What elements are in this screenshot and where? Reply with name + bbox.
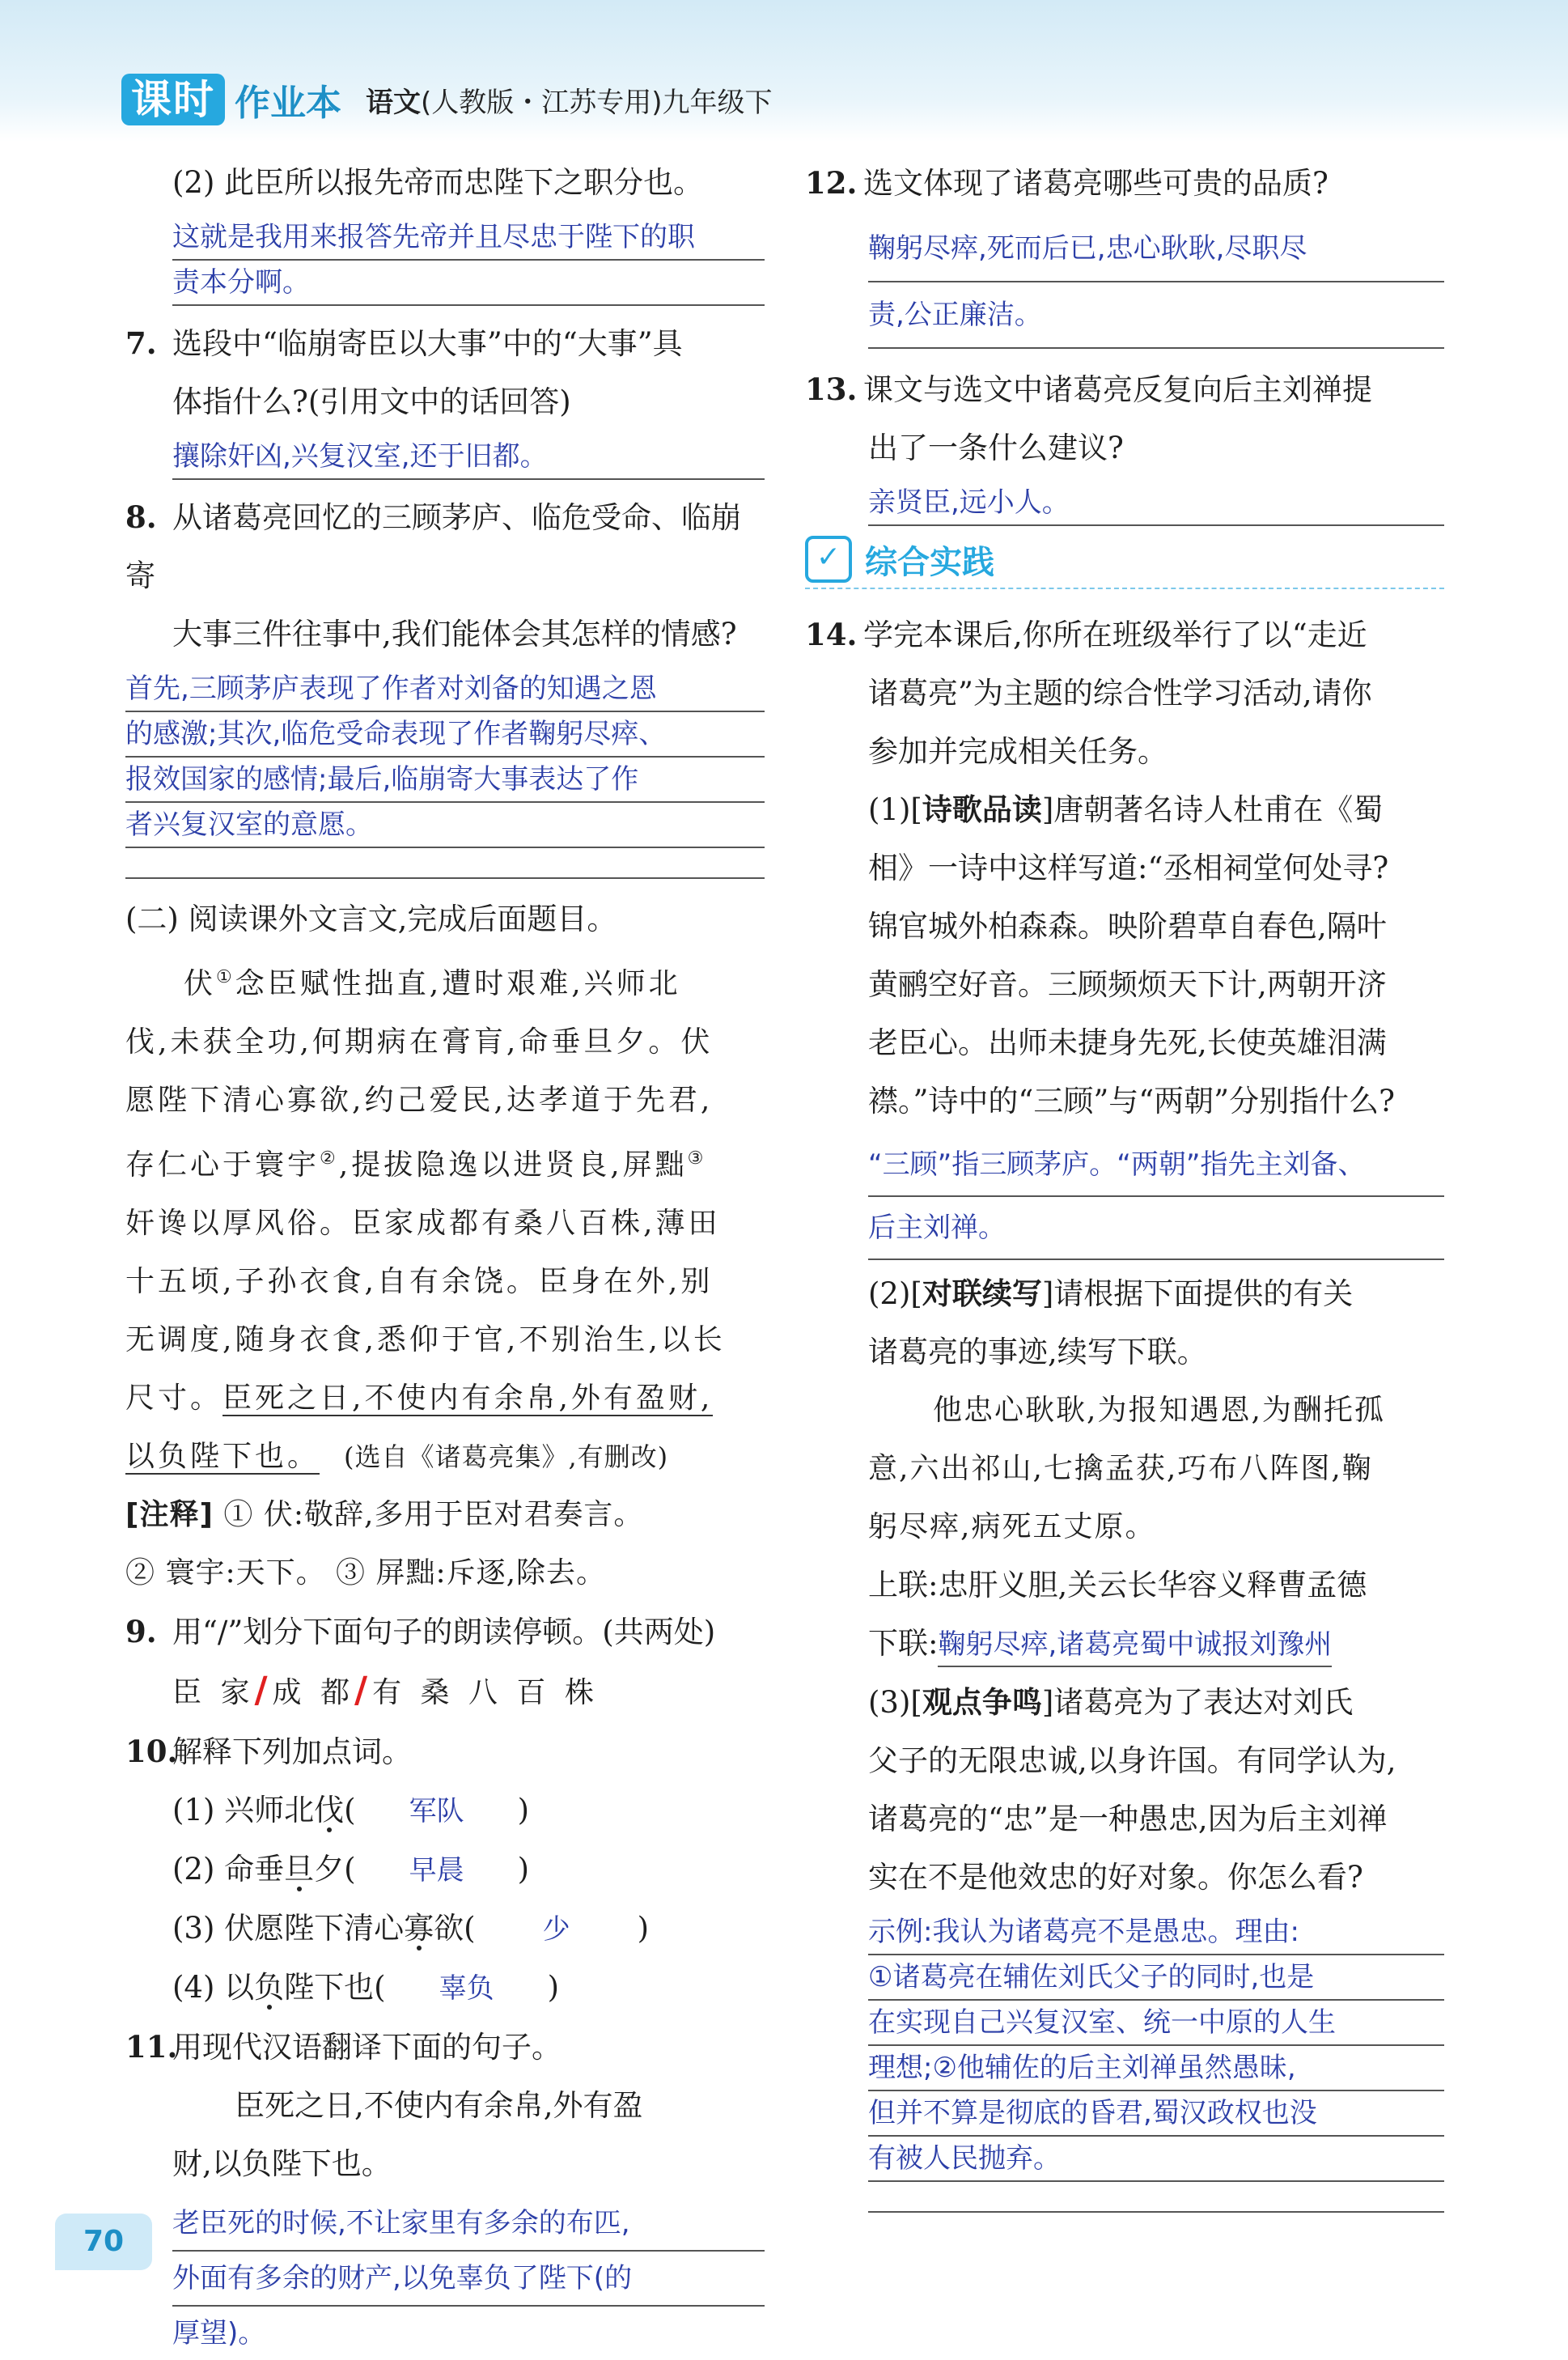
p3-answer: 示例:我认为诸葛亮不是愚忠。理由: ①诸葛亮在辅佐刘氏父子的同时,也是 在实现自己兴复汉室、统一中原的人生 理想;②他辅佐的后主刘禅虽然愚昧, 但并不算是彻底的昏君,蜀汉政权也没 有被人民抛弃。	[868, 1910, 1444, 2182]
classic-text-line: 奸谗以厚风俗。臣家成都有桑八百株,薄田	[125, 1207, 721, 1240]
pause-mark: /	[254, 1670, 273, 1711]
p3-text-2: 父子的无限忠诚,以身许国。有同学认为,	[868, 1743, 1396, 1778]
p1-text-4: 黄鹂空好音。三顾频烦天下计,两朝开济	[868, 967, 1387, 1002]
q7-answer: 攘除奸凶,兴复汉室,还于旧都。	[172, 435, 765, 480]
classic-text-line: 愿陛下清心寡欲,约己爱民,达孝道于先君,	[125, 1084, 714, 1117]
brand-name: 作业本	[235, 83, 341, 124]
p2-story: 他忠心耿耿,为报知遇恩,为酬托孤	[933, 1394, 1385, 1427]
q13-text-2: 出了一条什么建议?	[868, 431, 1124, 465]
q12-answer: 鞠躬尽瘁,死而后已,忠心耿耿,尽职尽 责,公正廉洁。	[868, 216, 1444, 349]
q12-text: 12. 选文体现了诸葛亮哪些可贵的品质?	[805, 165, 1329, 201]
brand	[121, 71, 773, 128]
p1-text-5: 老臣心。出师未捷身先死,长使英雄泪满	[868, 1025, 1387, 1060]
page-header	[0, 0, 1568, 142]
subject-label: 语文(人教版・江苏专用)九年级下	[366, 86, 773, 119]
p3-text-4: 实在不是他效忠的好对象。你怎么看?	[868, 1860, 1363, 1895]
q6-2-text: (2) 此臣所以报先帝而忠陛下之职分也。	[172, 165, 704, 200]
answer-line	[125, 853, 765, 879]
left-column	[125, 154, 765, 2360]
q11-text: 11.用现代汉语翻译下面的句子。	[125, 2029, 562, 2065]
q7-text-2: 体指什么?(引用文中的话回答)	[172, 384, 571, 419]
q8-text: 8. 从诸葛亮回忆的三顾茅庐、临危受命、临崩寄	[125, 499, 741, 593]
classic-text-line: 尺寸。臣死之日,不使内有余帛,外有盈财,	[125, 1382, 714, 1415]
p3-text-3: 诸葛亮的“忠”是一种愚忠,因为后主刘禅	[868, 1802, 1388, 1836]
q8-answer: 首先,三顾茅庐表现了作者对刘备的知遇之恩 的感激;其次,临危受命表现了作者鞠躬尽瘁、 报效国家的感情;最后,临崩寄大事表达了作 者兴复汉室的意愿。	[125, 667, 765, 848]
q9-text: 9. 用“/”划分下面句子的朗读停顿。(共两处)	[125, 1614, 716, 1649]
p2-text: (2)[对联续写]请根据下面提供的有关	[868, 1276, 1354, 1311]
p2-story-3: 躬尽瘁,病死五丈原。	[868, 1510, 1156, 1543]
section-header	[805, 531, 1444, 589]
q10-item-4: (4) 以负陛下也( 辜负 )	[172, 1970, 560, 2005]
p1-text-3: 锦官城外柏森森。映阶碧草自春色,隔叶	[868, 909, 1387, 944]
right-column	[805, 154, 1444, 2224]
q14-text-3: 参加并完成相关任务。	[868, 734, 1168, 769]
page-number: 70	[55, 2214, 152, 2270]
q10-text: 10.解释下列加点词。	[125, 1734, 412, 1769]
q10-item-3: (3) 伏愿陛下清心寡欲( 少 )	[172, 1911, 650, 1946]
q14-text-2: 诸葛亮”为主题的综合性学习活动,请你	[868, 676, 1372, 711]
classic-text-line: 十五顷,子孙衣食,自有余饶。臣身在外,别	[125, 1265, 714, 1298]
p1-answer: “三顾”指三顾茅庐。“两朝”指先主刘备、 后主刘禅。	[868, 1134, 1444, 1260]
notes: [注释] ① 伏:敬辞,多用于臣对君奏言。	[125, 1498, 644, 1531]
q11-answer: 老臣死的时候,不让家里有多余的布匹, 外面有多余的财产,以免辜负了陛下(的 厚望)。	[172, 2197, 765, 2360]
p3-text: (3)[观点争鸣]诸葛亮为了表达对刘氏	[868, 1685, 1354, 1720]
lower-couplet: 下联:鞠躬尽瘁,诸葛亮蜀中诚报刘豫州	[805, 1615, 1444, 1674]
part2-title: (二) 阅读课外文言文,完成后面题目。	[125, 902, 617, 936]
q7-text: 7. 选段中“临崩寄臣以大事”中的“大事”具	[125, 325, 683, 361]
brand-logo: 课时	[121, 74, 225, 125]
p2-story-2: 意,六出祁山,七擒孟获,巧布八阵图,鞠	[868, 1452, 1373, 1485]
check-icon: ✓	[805, 536, 852, 583]
notes-2: ② 寰宇:天下。 ③ 屏黜:斥逐,除去。	[125, 1556, 607, 1590]
q13-text: 13. 课文与选文中诸葛亮反复向后主刘禅提	[805, 371, 1372, 407]
classic-text-line: 存仁心于寰宇②,提拔隐逸以进贤良,屏黜③	[125, 1148, 707, 1182]
q11-sentence-2: 财,以负陛下也。	[172, 2146, 392, 2181]
classic-text-line: 以负陛下也。 (选自《诸葛亮集》,有删改)	[125, 1440, 669, 1473]
classic-text-line: 无调度,随身衣食,悉仰于官,不别治生,以长	[125, 1323, 726, 1356]
q13-answer: 亲贤臣,远小人。	[868, 481, 1444, 526]
q10-item-2: (2) 命垂旦夕( 早晨 )	[172, 1852, 530, 1887]
answer-line	[868, 2187, 1444, 2213]
pause-mark: /	[354, 1670, 373, 1711]
p1-text-6: 襟。”诗中的“三顾”与“两朝”分别指什么?	[868, 1084, 1395, 1118]
q6-2-answer: 这就是我用来报答先帝并且尽忠于陛下的职 责本分啊。	[172, 215, 765, 306]
p1-text-2: 相》一诗中这样写道:“丞相祠堂何处寻?	[868, 851, 1389, 885]
q14-text: 14. 学完本课后,你所在班级举行了以“走近	[805, 617, 1367, 652]
q9-sentence: 臣 家/成 都/有 桑 八 百 株	[172, 1670, 599, 1711]
p2-text-2: 诸葛亮的事迹,续写下联。	[868, 1335, 1207, 1369]
p1-text: (1)[诗歌品读]唐朝著名诗人杜甫在《蜀	[868, 792, 1384, 827]
q8-text-2: 大事三件往事中,我们能体会其怎样的情感?	[172, 617, 737, 652]
q10-item-1: (1) 兴师北伐( 军队 )	[172, 1793, 530, 1827]
classic-text-line: 伐,未获全功,何期病在膏肓,命垂旦夕。伏	[125, 1025, 714, 1059]
q11-sentence: 臣死之日,不使内有余帛,外有盈	[235, 2088, 643, 2123]
section-title: 综合实践	[865, 543, 994, 581]
upper-couplet: 上联:忠肝义胆,关云长华容义释曹孟德	[868, 1568, 1367, 1602]
classic-text-line: 伏①念臣赋性拙直,遭时艰难,兴师北	[184, 967, 681, 1000]
